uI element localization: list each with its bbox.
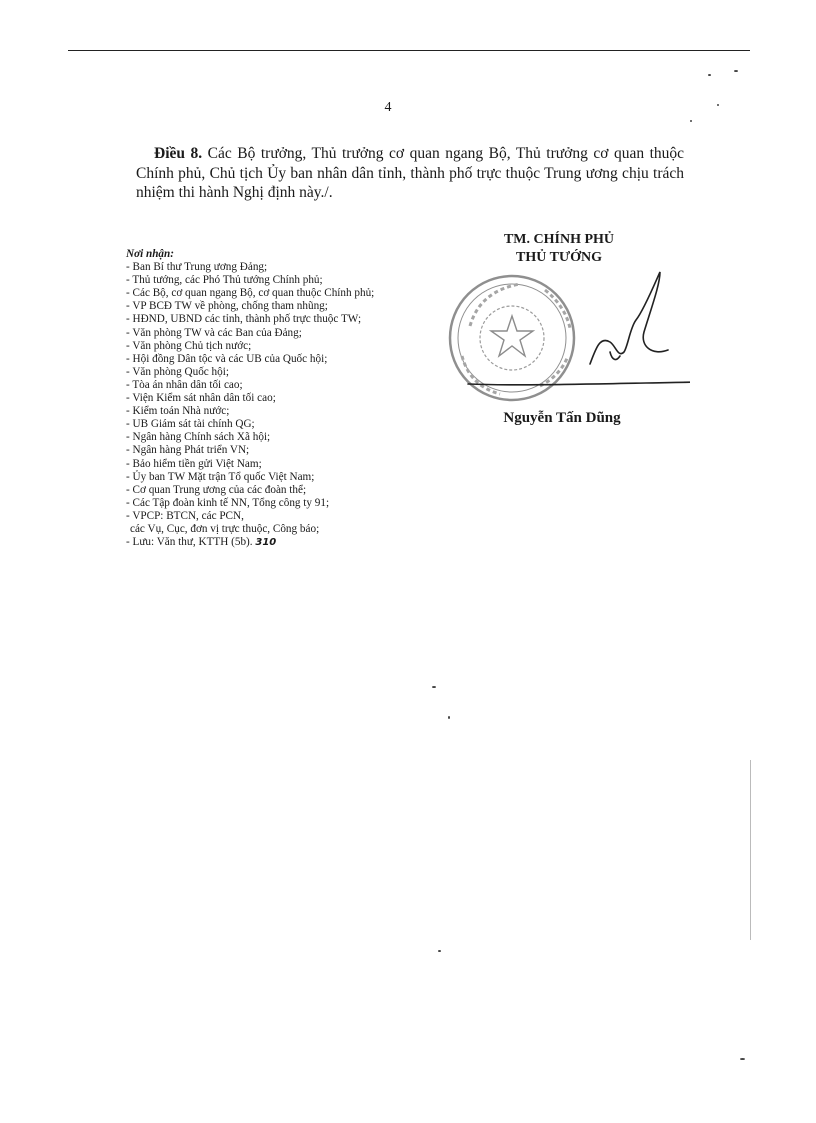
seal-and-signature-icon: [440, 266, 690, 426]
list-item: - UB Giám sát tài chính QG;: [126, 418, 255, 431]
list-item: - Hội đồng Dân tộc và các UB của Quốc hội;: [126, 352, 328, 365]
list-item: - Ban Bí thư Trung ương Đảng;: [126, 261, 268, 274]
article-8: [136, 144, 684, 203]
recipients-block: [126, 248, 426, 549]
scan-speck: [734, 70, 738, 72]
list-item: - VPCP: BTCN, các PCN,: [126, 509, 244, 522]
scan-speck: [432, 686, 436, 688]
scan-speck: [708, 74, 711, 76]
list-item: - Kiểm toán Nhà nước;: [126, 405, 230, 418]
article-body: Các Bộ trưởng, Thủ trưởng cơ quan ngang Bộ, Thủ trưởng cơ quan thuộc Chính phủ, Chủ tịch Ủy ban nhân dân tỉnh, thành phố trực thuộc Trung ương chịu trách nhiệm thi hành Nghị định này./.: [136, 145, 685, 201]
list-item: - HĐND, UBND các tỉnh, thành phố trực thuộc TW;: [126, 313, 362, 326]
list-item: - Văn phòng TW và các Ban của Đảng;: [126, 326, 302, 339]
list-item: - Bảo hiểm tiền gửi Việt Nam;: [126, 457, 262, 470]
handwritten-count: 310: [255, 537, 277, 549]
signing-organization: TM. CHÍNH PHỦ: [503, 232, 615, 247]
signing-title: THỦ TƯỚNG: [516, 250, 602, 265]
signer-name: Nguyễn Tấn Dũng: [503, 410, 621, 426]
list-item: - Ủy ban TW Mặt trận Tổ quốc Việt Nam;: [126, 470, 315, 483]
list-item: - Tòa án nhân dân tối cao;: [126, 378, 243, 391]
list-item: - Các Tập đoàn kinh tế NN, Tổng công ty 91;: [126, 496, 330, 509]
recipients-title: Nơi nhận:: [126, 248, 174, 260]
header-rule: [68, 50, 750, 51]
list-item-archive: [126, 536, 426, 549]
scan-speck: [438, 950, 441, 952]
list-item: - VP BCĐ TW về phòng, chống tham nhũng;: [126, 300, 328, 313]
scan-speck: [690, 120, 692, 122]
list-item: - Cơ quan Trung ương của các đoàn thể;: [126, 483, 307, 496]
scan-speck: [740, 1058, 745, 1060]
scan-speck: [448, 716, 450, 719]
scan-speck: [717, 104, 719, 106]
article-heading: Điều 8.: [154, 145, 203, 162]
list-item: - Ngân hàng Phát triển VN;: [126, 444, 250, 457]
list-item: - Các Bộ, cơ quan ngang Bộ, cơ quan thuộc Chính phủ;: [126, 287, 375, 300]
list-item: - Thủ tướng, các Phó Thủ tướng Chính phủ;: [126, 274, 323, 287]
archive-text: - Lưu: Văn thư, KTTH (5b).: [126, 536, 253, 549]
list-item: - Văn phòng Chủ tịch nước;: [126, 339, 252, 352]
list-item-continuation: các Vụ, Cục, đơn vị trực thuộc, Công báo;: [130, 522, 320, 535]
scan-edge-line: [750, 760, 751, 940]
list-item: - Viện Kiểm sát nhân dân tối cao;: [126, 392, 276, 405]
recipients-list: [126, 261, 426, 549]
page-number: 4: [384, 100, 392, 115]
official-seal-icon: [450, 276, 574, 400]
list-item: - Ngân hàng Chính sách Xã hội;: [126, 431, 271, 444]
list-item: - Văn phòng Quốc hội;: [126, 365, 229, 378]
